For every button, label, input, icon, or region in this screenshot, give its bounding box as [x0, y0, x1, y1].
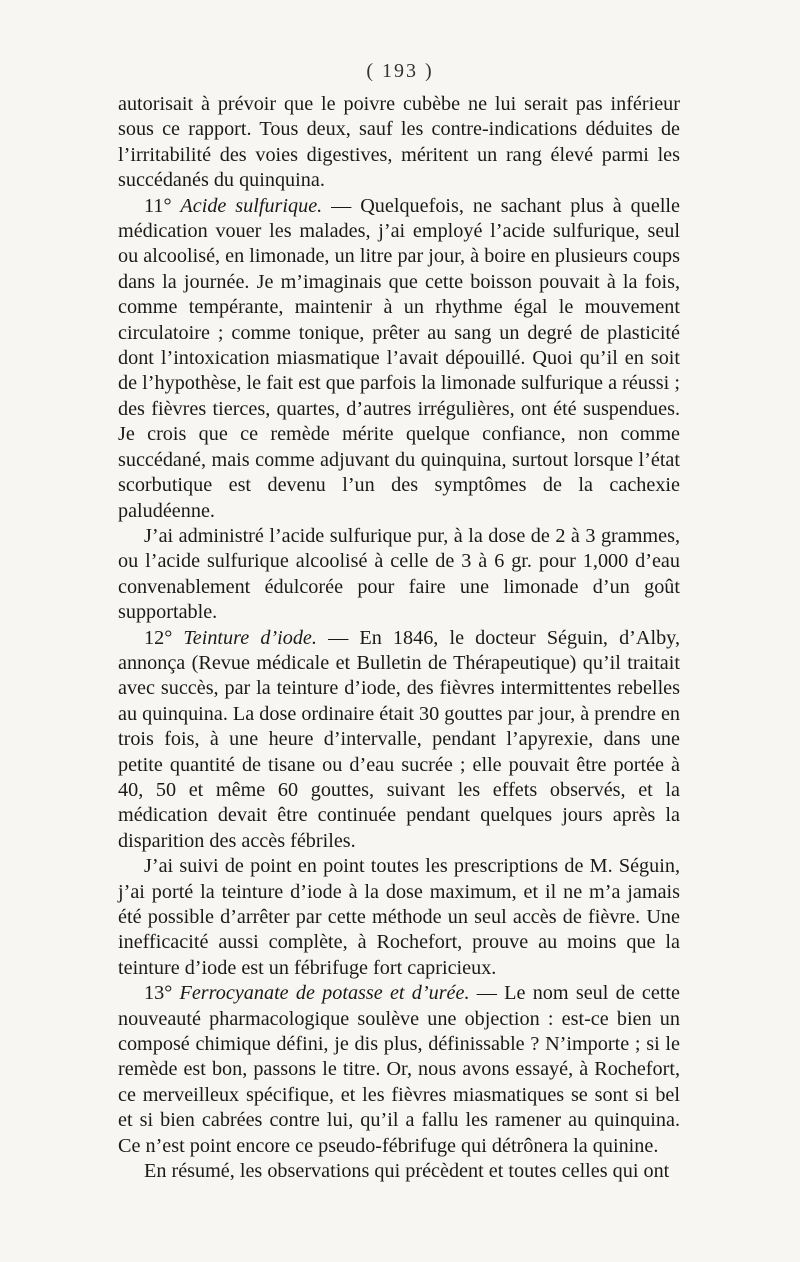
section-12-teinture-iode [118, 626, 680, 855]
paragraph-text: autorisait à prévoir que le poivre cubèbe ne lui serait pas inférieur sous ce rapport. Tous deux, sauf les contre-indications déduites de l’irritabilité des voies digestives, méritent un rang élevé parmi les succédanés du quinquina. [118, 93, 680, 192]
section-number: 12° [144, 626, 184, 649]
paragraph-summary [118, 1159, 680, 1184]
paragraph-text: J’ai suivi de point en point toutes les prescriptions de M. Séguin, j’ai porté la teinture d’iode à la dose maximum, et il ne m’a jamais été possible d’arrêter par cette méthode un seul accès de fièvre. Une inefficacité aussi complète, à Rochefort, prouve au moins que la teinture d’iode est un fébrifuge fort capricieux. [118, 855, 680, 979]
section-13-ferrocyanate [118, 981, 680, 1159]
section-number: 13° [144, 982, 180, 1005]
page-number: ( 193 ) [366, 60, 434, 82]
section-title: Acide sulfurique. [180, 194, 323, 217]
paragraph-text: — Quelquefois, ne sachant plus à quelle médication vouer les malades, j’ai employé l’acide sulfurique, seul ou alcoolisé, en limonade, un litre par jour, à boire en plusieurs coups dans la journée. Je m’imaginais que cette boisson pouvait à la fois, comme tempérante, maintenir à un rhythme égal le mouvement circulatoire ; comme tonique, prêter au sang un degré de plasticité dont l’intoxication miasmatique l’avait dépouillé. Quoi qu’il en soit de l’hypothèse, le fait est que parfois la limonade sulfurique a réussi ; des fièvres tierces, quartes, d’autres irrégulières, ont été suspendues. Je crois que ce remède mérite quelque confiance, non comme succédané, mais comme adjuvant du quinquina, surtout lorsque l’état scorbutique est devenu l’un des symptômes de la cachexie paludéenne. [118, 194, 681, 522]
paragraph-text: En résumé, les observations qui précèdent et toutes celles qui ont [144, 1160, 670, 1183]
paragraph-text: J’ai administré l’acide sulfurique pur, à la dose de 2 à 3 grammes, ou l’acide sulfurique alcoolisé à celle de 3 à 6 gr. pour 1,000 d’eau convenablement édulcorée pour faire une limonade d’un goût supportable. [118, 524, 680, 624]
section-title: Teinture d’iode. [183, 626, 317, 649]
paragraph-text: — Le nom seul de cette nouveauté pharmacologique soulève une objection : est-ce bien un composé chimique défini, je dis plus, définissable ? N’importe ; si le remède est bon, passons le titre. Or, nous avons essayé, à Rochefort, ce merveilleux spécifique, et les fièvres miasmatiques se sont si bel et si bien cabrées contre lui, qu’il a fallu les ramener au quinquina. Ce n’est point encore ce pseudo-fébrifuge qui détrônera la quinine. [118, 982, 680, 1157]
paragraph-text: — En 1846, le docteur Séguin, d’Alby, annonça (Revue médicale et Bulletin de Thérapeutique) qu’il traitait avec succès, par la teinture d’iode, des fièvres intermittentes rebelles au quinquina. La dose ordinaire était 30 gouttes par jour, à prendre en trois fois, à une heure d’intervalle, pendant l’apyrexie, dans une petite quantité de tisane ou d’eau sucrée ; elle pouvait être portée à 40, 50 et même 60 gouttes, suivant les effets observés, et la médication devait être continuée pendant quelques jours après la disparition des accès fébriles. [118, 626, 681, 852]
paragraph-seguin [118, 854, 680, 981]
section-11-acide-sulfurique [118, 194, 680, 524]
paragraph-continuation [118, 92, 680, 194]
section-number: 11° [144, 194, 181, 217]
paragraph-dosage [118, 524, 680, 626]
section-title: Ferrocyanate de potasse et d’urée. [179, 982, 470, 1005]
body-text [118, 92, 680, 1184]
